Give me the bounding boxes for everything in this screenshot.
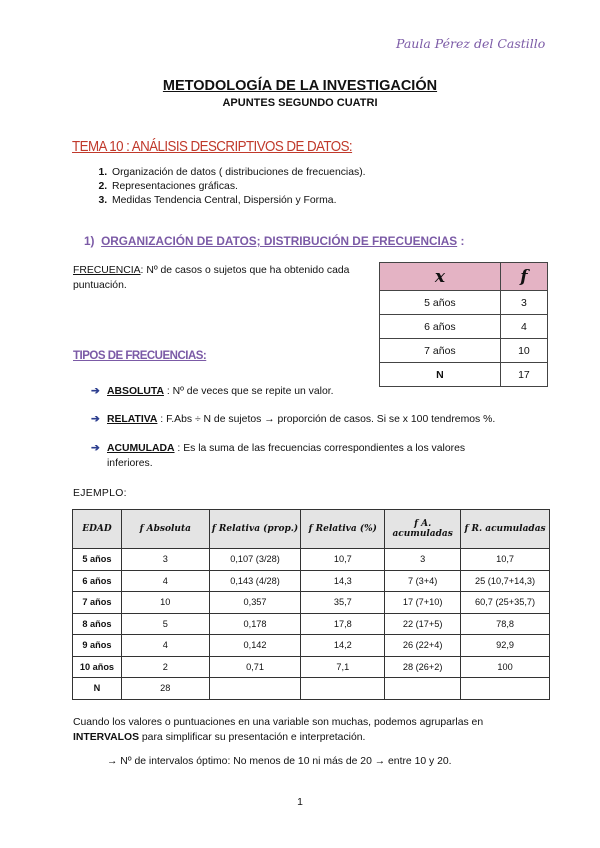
topic-heading: TEMA 10 : ANÁLISIS DESCRIPTIVOS DE DATOS: — [72, 139, 353, 155]
table-cell: 3 — [500, 291, 547, 315]
paragraph-text: Cuando los valores o puntuaciones en una variable son muchas, podemos agruparlas en — [73, 717, 484, 728]
column-header: f Relativa (%) — [301, 510, 385, 549]
table-header-row — [73, 510, 550, 549]
arrow-right-icon: ➔ — [91, 414, 100, 425]
document-subtitle: APUNTES SEGUNDO CUATRI — [222, 97, 378, 109]
outline-item: 2. Representaciones gráficas. — [110, 180, 366, 194]
document-title: METODOLOGÍA DE LA INVESTIGACIÓN — [162, 78, 438, 94]
table-cell — [209, 678, 301, 700]
tipo-text: : F.Abs ÷ N de sujetos → proporción de casos. Si se x 100 tendremos %. — [157, 414, 496, 425]
table-cell: 10 — [121, 592, 209, 614]
table-row — [380, 315, 548, 339]
table-cell: 28 (26+2) — [385, 656, 461, 678]
table-row — [73, 656, 550, 678]
table-cell: 7,1 — [301, 656, 385, 678]
tipo-text: : Nº de veces que se repite un valor. — [163, 386, 334, 397]
outline-list — [90, 166, 366, 208]
table-cell: 7 años — [73, 592, 122, 614]
table-cell: 14,3 — [301, 570, 385, 592]
table-cell: 3 — [121, 549, 209, 571]
definition-text: : Nº de casos o sujetos que ha obtenido cada puntuación. — [73, 265, 350, 291]
tipo-term: RELATIVA — [107, 414, 158, 425]
table-body — [73, 549, 550, 700]
table-cell: 3 — [385, 549, 461, 571]
table-cell: 4 — [500, 315, 547, 339]
table-cell: 0,143 (4/28) — [209, 570, 301, 592]
ejemplo-label: EJEMPLO: — [73, 488, 127, 499]
table-row — [73, 635, 550, 657]
table-cell: 10,7 — [461, 549, 550, 571]
author-name: Paula Pérez del Castillo — [396, 36, 546, 51]
table-cell: 28 — [121, 678, 209, 700]
table-row — [380, 339, 548, 363]
table-row — [73, 613, 550, 635]
table-cell: 0,142 — [209, 635, 301, 657]
tipo-item-absoluta — [91, 384, 511, 399]
xf-header-f: f — [500, 263, 547, 291]
table-cell: 35,7 — [301, 592, 385, 614]
definition-term: FRECUENCIA — [73, 265, 141, 276]
intervalos-note: → Nº de intervalos óptimo: No menos de 10 ni más de 20 → entre 10 y 20. — [107, 756, 452, 767]
column-header: f A. acumuladas — [385, 510, 461, 549]
section-suffix: : — [457, 234, 465, 248]
table-cell: 0,178 — [209, 613, 301, 635]
tipo-item-acumulada — [91, 441, 511, 471]
page-number: 1 — [297, 797, 303, 808]
intervalos-paragraph — [73, 715, 533, 745]
table-cell: 0,357 — [209, 592, 301, 614]
tipo-text: : Es la suma de las frecuencias correspondientes a los valores inferiores. — [107, 443, 466, 469]
frecuencia-definition — [73, 263, 373, 293]
paragraph-text: para simplificar su presentación e interpretación. — [139, 732, 366, 743]
table-row — [73, 678, 550, 700]
table-cell: 6 años — [380, 315, 501, 339]
table-row — [380, 291, 548, 315]
outline-item: 1. Organización de datos ( distribuciones de frecuencias). — [110, 166, 366, 180]
table-cell: 4 — [121, 570, 209, 592]
example-frequency-table — [72, 509, 550, 700]
arrow-right-icon: ➔ — [91, 443, 100, 454]
tipos-heading: TIPOS DE FRECUENCIAS: — [73, 350, 207, 362]
table-cell: 26 (22+4) — [385, 635, 461, 657]
table-row — [73, 570, 550, 592]
table-cell: 25 (10,7+14,3) — [461, 570, 550, 592]
outline-item: 3. Medidas Tendencia Central, Dispersión y Forma. — [110, 194, 366, 208]
table-cell: 0,107 (3/28) — [209, 549, 301, 571]
table-cell: 0,71 — [209, 656, 301, 678]
table-cell: 9 años — [73, 635, 122, 657]
tipo-item-relativa — [91, 412, 551, 427]
table-cell: 8 años — [73, 613, 122, 635]
xf-table — [379, 262, 548, 387]
table-cell: 2 — [121, 656, 209, 678]
table-cell: 10 — [500, 339, 547, 363]
intervalos-term: INTERVALOS — [73, 732, 140, 743]
table-cell: 7 años — [380, 339, 501, 363]
section-heading — [84, 234, 464, 248]
table-cell — [461, 678, 550, 700]
table-cell: 100 — [461, 656, 550, 678]
table-cell: 14,2 — [301, 635, 385, 657]
table-cell: N — [380, 363, 501, 387]
table-cell — [385, 678, 461, 700]
table-row — [73, 549, 550, 571]
table-cell: 17,8 — [301, 613, 385, 635]
table-cell: 5 años — [73, 549, 122, 571]
table-row — [73, 592, 550, 614]
table-cell: 5 — [121, 613, 209, 635]
table-cell: 10,7 — [301, 549, 385, 571]
column-header: f Relativa (prop.) — [209, 510, 301, 549]
section-title: ORGANIZACIÓN DE DATOS; DISTRIBUCIÓN DE FRECUENCIAS — [101, 234, 458, 248]
table-cell: 6 años — [73, 570, 122, 592]
table-cell: N — [73, 678, 122, 700]
table-cell: 10 años — [73, 656, 122, 678]
table-cell: 4 — [121, 635, 209, 657]
tipo-term: ACUMULADA — [107, 443, 175, 454]
table-cell: 78,8 — [461, 613, 550, 635]
table-cell — [301, 678, 385, 700]
arrow-right-icon: ➔ — [91, 386, 100, 397]
xf-header-x: x — [380, 263, 501, 291]
table-cell: 60,7 (25+35,7) — [461, 592, 550, 614]
column-header: f R. acumuladas — [461, 510, 550, 549]
column-header: EDAD — [73, 510, 122, 549]
table-cell: 22 (17+5) — [385, 613, 461, 635]
table-cell: 5 años — [380, 291, 501, 315]
tipo-term: ABSOLUTA — [107, 386, 164, 397]
table-total-row — [380, 363, 548, 387]
column-header: f Absoluta — [121, 510, 209, 549]
section-number: 1) — [84, 234, 95, 248]
table-cell: 7 (3+4) — [385, 570, 461, 592]
table-cell: 17 (7+10) — [385, 592, 461, 614]
table-cell: 92,9 — [461, 635, 550, 657]
table-cell: 17 — [500, 363, 547, 387]
